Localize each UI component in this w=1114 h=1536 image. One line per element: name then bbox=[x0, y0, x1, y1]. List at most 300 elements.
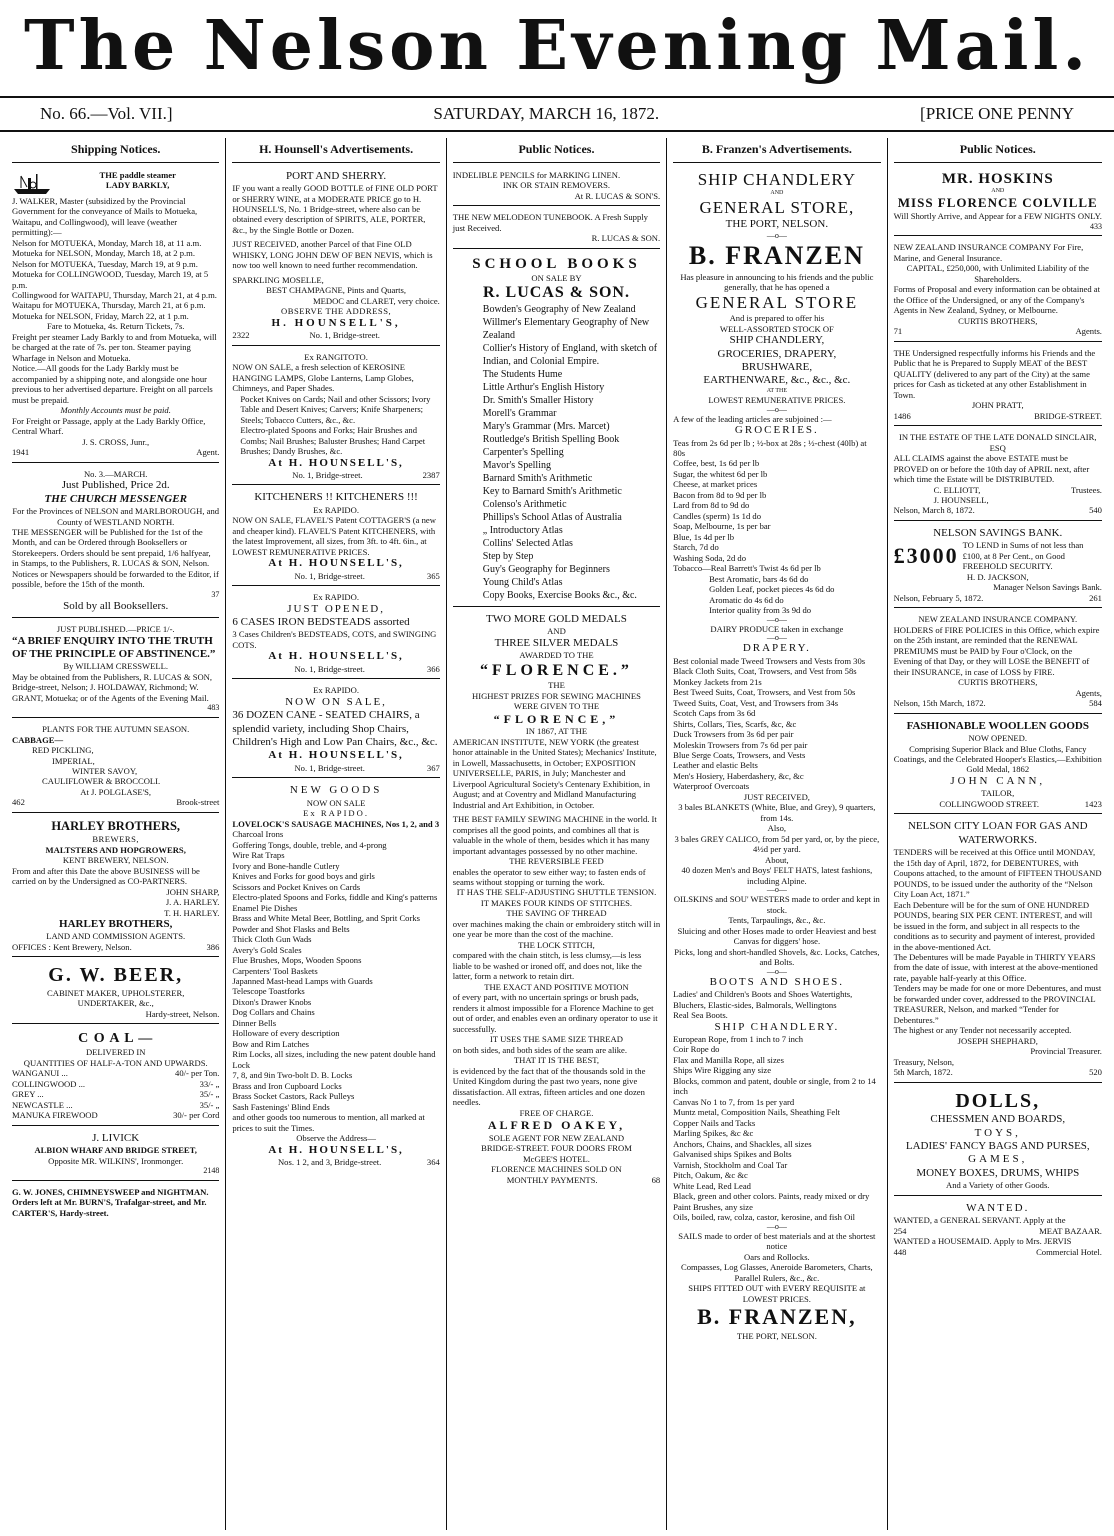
notice-published: JUST PUBLISHED.—PRICE 1/-. bbox=[56, 624, 175, 635]
notice-body: May be obtained from the Publishers, R. LUCAS & SON, Bridge-street, Nelson; J. HOLDAWAY, Richmond; W. GRANT, Motueka; or of the Agents of the Evening Mail. bbox=[12, 671, 213, 703]
florence-line: THE bbox=[548, 680, 565, 691]
notice-title: NELSON SAVINGS BANK. bbox=[933, 526, 1063, 539]
notice-footer bbox=[894, 326, 1102, 336]
notice-date: 5th March, 1872. bbox=[893, 1067, 953, 1078]
goods-item: Scissors and Pocket Knives on Cards bbox=[232, 881, 361, 892]
notice-line: LADIES' FANCY BAGS AND PURSES, bbox=[905, 1140, 1090, 1153]
notice-body: INK OR STAIN REMOVERS. bbox=[502, 180, 611, 191]
ship-line: LADY BARKLY, bbox=[105, 180, 170, 191]
school-books-notice bbox=[453, 252, 660, 607]
notice-body: THE MESSENGER will be Published for the 1st of the Month, and can be Ordered through Booksellers or Storekeepers. Orders should be sent prepaid, 1/6 halfyear, in Stamps, to the Publishers, R. LUCAS & SON, Nelson. Notices or Newspapers should be forwarded to the Editor, if possible, before the 15th of the month. bbox=[12, 527, 219, 590]
notice-title: PLANTS FOR THE AUTUMN SEASON. bbox=[42, 724, 190, 735]
book-item: Dr. Smith's Smaller History bbox=[482, 394, 594, 406]
chandlery-item: Pitch, Oakum, &c &c bbox=[673, 1170, 748, 1181]
ad-body: WELL-ASSORTED STOCK OF bbox=[719, 323, 834, 334]
florence-agent: McGEE'S HOTEL. bbox=[523, 1153, 590, 1164]
ship-line: Monthly Accounts must be paid. bbox=[60, 405, 171, 416]
chandlery-item: Anchors, Chains, and Shackles, all sizes bbox=[673, 1138, 812, 1149]
chandlery-item: Copper Nails and Tacks bbox=[673, 1117, 756, 1128]
grocery-item: Coffee, best, 1s 6d per lb bbox=[673, 458, 760, 469]
coal-row bbox=[12, 1100, 219, 1110]
partner-name: T. H. HARLEY. bbox=[164, 907, 220, 918]
notice-agent: Agents. bbox=[1075, 326, 1102, 337]
chandlery-item: Blocks, common and patent, double or single, from 2 to 14 inch bbox=[673, 1075, 876, 1097]
ad-address: At H. HOUNSELL'S, bbox=[268, 557, 404, 570]
grocery-item: Washing Soda, 2d do bbox=[673, 552, 747, 563]
partner-name: J. A. HARLEY. bbox=[165, 897, 220, 908]
newspaper-title bbox=[0, 0, 1114, 92]
ad-item: Electro-plated Spoons and Forks; Hair Brushes and Combs; Nail Brushes; Baluster Brushes; Hand Carpet Brushes; Dandy Brushes, &c. bbox=[240, 425, 426, 457]
goods-item: Carpenters' Tool Baskets bbox=[232, 965, 318, 976]
notice-line: CHESSMEN AND BOARDS, bbox=[930, 1113, 1066, 1126]
ad-title: JUST OPENED, bbox=[287, 602, 385, 615]
goods-item: Holloware of every description bbox=[232, 1028, 340, 1039]
book-item: Young Child's Atlas bbox=[482, 576, 563, 588]
insurance-notice bbox=[894, 239, 1102, 341]
goods-item: Dog Collars and Chains bbox=[232, 1007, 315, 1018]
notice-title: HARLEY BROTHERS, bbox=[59, 918, 173, 931]
notice-title: C O A L — bbox=[78, 1031, 154, 1047]
column-heading: Shipping Notices. bbox=[12, 138, 219, 163]
ad-item: Pocket Knives on Cards; Nail and other Scissors; Ivory Table and Desert Knives; Carvers; Knife Sharpeners; Steels; Tobacco Cutters, &c., &c. bbox=[240, 393, 431, 425]
notice-footer bbox=[894, 1226, 1102, 1236]
street: No. 1, Bridge-street. bbox=[294, 570, 365, 581]
notice-place: Treasury, Nelson, bbox=[893, 1056, 955, 1067]
title-word: Mail. bbox=[875, 6, 1090, 86]
ad-number: 540 bbox=[1089, 505, 1102, 516]
book-item: Step by Step bbox=[482, 550, 534, 562]
grocery-item: Aromatic do 4s 6d do bbox=[709, 594, 784, 605]
ad-number: 2148 bbox=[203, 1166, 220, 1176]
notice-body: Will Shortly Arrive, and Appear for a FEW NIGHTS ONLY. bbox=[893, 211, 1102, 222]
ad-footer bbox=[232, 330, 439, 340]
chandlery-item: White Lead, Red Lead bbox=[673, 1180, 751, 1191]
drapery-item: Moleskin Trowsers from 7s 6d per pair bbox=[673, 739, 808, 750]
ship-line: Freight per steamer Lady Barkly to and from Motueka, will be charged at the rate of 7s. per ton. Steamer paying Wharfage in Nelson and Motueka. bbox=[12, 331, 217, 363]
book-item: Phillips's School Atlas of Australia bbox=[482, 511, 622, 523]
notice-footer bbox=[894, 1247, 1102, 1257]
ad-number: 448 bbox=[893, 1246, 907, 1257]
coal-row bbox=[12, 1079, 219, 1089]
ship-line: Notice.—All goods for the Lady Barkly must be accompanied by a shipping note, and alongside one hour previous to her advertised departure. Freight on all parcels must be prepaid. bbox=[12, 363, 213, 405]
ship-line: Waitapu for MOTUEKA, Thursday, March 21, at 6 p.m. bbox=[12, 300, 206, 311]
chandlery-item: Marling Spikes, &c &c bbox=[673, 1128, 754, 1139]
church-messenger-notice bbox=[12, 466, 219, 618]
florence-agent: BRIDGE-STREET. FOUR DOORS FROM bbox=[481, 1143, 632, 1154]
notice-sub: LAND AND COMMISSION AGENTS. bbox=[46, 931, 186, 942]
column-3 bbox=[447, 138, 667, 1530]
goods-item: Thick Cloth Gun Wads bbox=[232, 934, 312, 945]
notice-title: SCHOOL BOOKS bbox=[472, 255, 641, 272]
notice-line: TOYS, bbox=[974, 1126, 1021, 1139]
florence-heading: IT HAS THE SELF-ADJUSTING SHUTTLE TENSION. bbox=[456, 887, 657, 898]
ad-tents: Tents, Tarpaulings, &c., &c. bbox=[728, 915, 826, 926]
notice-title: NELSON CITY LOAN FOR GAS AND WATERWORKS. bbox=[907, 820, 1088, 846]
coal-price: 35/- „ bbox=[199, 1089, 220, 1100]
grocery-item: Starch, 7d do bbox=[673, 542, 719, 553]
divider-ornament: —o— bbox=[766, 885, 787, 895]
ad-about: About, bbox=[765, 854, 789, 865]
notice-name: JOHN CANN, bbox=[950, 774, 1046, 787]
ship-line: For Freight or Passage, apply at the Lady Barkly Office, Central Wharf. bbox=[12, 415, 206, 437]
notice-body: INDELIBLE PENCILS for MARKING LINEN. bbox=[452, 169, 621, 180]
coal-notice bbox=[12, 1027, 219, 1125]
book-item: Colenso's Arithmetic bbox=[482, 498, 567, 510]
steamer-icon bbox=[12, 170, 52, 196]
goods-item: Brass and Iron Cupboard Locks bbox=[232, 1080, 342, 1091]
ad-number: 584 bbox=[1089, 698, 1102, 709]
ad-number: 37 bbox=[211, 589, 220, 599]
goods-item: Dinner Bells bbox=[232, 1017, 277, 1028]
port-sherry-ad bbox=[232, 167, 439, 346]
goods-item: Wire Rat Traps bbox=[232, 850, 285, 861]
notice-name: H. D. JACKSON, bbox=[966, 571, 1029, 582]
ad-footer bbox=[232, 470, 439, 480]
drapery-item: Black Cloth Suits, Coat, Trowsers, and Vest from 58s bbox=[673, 666, 857, 677]
street: Nos. 1 2, and 3, Bridge-street. bbox=[277, 1157, 382, 1168]
grocery-item: Teas from 2s 6d per lb ; ½-box at 28s ; ½-chest (40lb) at 80s bbox=[673, 437, 867, 458]
ad-body: NOW ON SALE, FLAVEL'S Patent COTTAGER'S (a new and cheaper kind). FLAVEL'S Patent KITCHENERS, with the latest Improvement, all sizes, from 3ft. to 4ft. 6in., at LOWEST REMUNERATIVE PRICES. bbox=[232, 515, 436, 557]
grocery-item: Blue, 1s 4d per lb bbox=[673, 531, 735, 542]
ship-line: Motueka for NELSON, Friday, March 22, at 1 p.m. bbox=[12, 310, 189, 321]
notice-capital: CAPITAL, £250,000, with Unlimited Liability of the Shareholders. bbox=[906, 263, 1089, 284]
notice-seller: R. LUCAS & SON. bbox=[482, 284, 630, 302]
ad-observe: Observe the Address— bbox=[296, 1133, 376, 1144]
ad-oars: Oars and Rollocks. bbox=[744, 1251, 810, 1262]
coal-price: 33/- „ bbox=[199, 1078, 220, 1089]
book-item: The Students Hume bbox=[482, 368, 563, 380]
notice-body: Tenders may be made for one or more Debentures, and must be forwarded under cover, addressed to the PROVINCIAL TREASURER, Nelson, and marked “Tender for Debentures.” bbox=[893, 983, 1102, 1025]
ad-observe: OBSERVE THE ADDRESS, bbox=[281, 306, 392, 317]
issue-number: No. 66.—Vol. VII.] bbox=[40, 104, 173, 123]
florence-heading: THE SAVING OF THREAD bbox=[506, 908, 607, 919]
ad-lead: A few of the leading articles are subjoined :— bbox=[673, 413, 832, 424]
column-2 bbox=[226, 138, 446, 1530]
ad-body: And is prepared to offer his bbox=[729, 313, 825, 324]
chandlery-item: Ships Wire Rigging any size bbox=[673, 1065, 772, 1076]
notice-title: NEW ZEALAND INSURANCE COMPANY. bbox=[918, 614, 1078, 625]
trustee-name: J. HOUNSELL, bbox=[933, 494, 989, 505]
ad-number: 68 bbox=[651, 1174, 661, 1185]
ad-sails: SAILS made to order of best materials and at the shortest notice bbox=[678, 1230, 876, 1252]
ad-footer bbox=[232, 571, 439, 581]
notice-title: “A BRIEF ENQUIRY INTO THE TRUTH OF THE PRINCIPLE OF ABSTINENCE.” bbox=[12, 634, 216, 660]
notice-published: Just Published, Price 2d. bbox=[61, 479, 170, 492]
florence-heading: THE EXACT AND POSITIVE MOTION bbox=[484, 981, 629, 992]
florence-heading: THE REVERSIBLE FEED bbox=[509, 856, 604, 867]
ship-line: Motueka for COLLINGWOOD, Tuesday, March 19, at 5 p.m. bbox=[12, 269, 209, 290]
ad-dairy: DAIRY PRODUCE taken in exchange bbox=[710, 623, 844, 634]
notice-body: From and after this Date the above BUSINESS will be carried on by the Undersigned as CO-PARTNERS. bbox=[12, 865, 200, 887]
dolls-notice bbox=[894, 1086, 1102, 1196]
notice-body: WANTED a HOUSEMAID. Apply to Mrs. JERVIS bbox=[893, 1236, 1072, 1247]
notice-sub: QUANTITIES OF HALF-A-TON AND UPWARDS. bbox=[23, 1057, 208, 1068]
savings-bank-notice bbox=[894, 524, 1102, 608]
florence-body: on both sides, and both sides of the seam are alike. bbox=[452, 1044, 628, 1055]
chairs-ad bbox=[232, 682, 439, 778]
florence-footer bbox=[453, 1175, 660, 1185]
book-item: Mavor's Spelling bbox=[482, 459, 551, 471]
section-title: SHIP CHANDLERY. bbox=[714, 1020, 840, 1033]
ad-footer bbox=[232, 1157, 439, 1167]
plants-footer bbox=[12, 797, 219, 807]
book-item: Carpenter's Spelling bbox=[482, 446, 564, 458]
ad-sea-boots: Real Sea Boots. bbox=[673, 1010, 728, 1021]
ad-signoff: Agent. bbox=[196, 447, 220, 458]
grocery-item: Sugar, the whitest 6d per lb bbox=[673, 468, 768, 479]
jones-notice bbox=[12, 1184, 219, 1222]
notice-sub: BREWERS, bbox=[92, 834, 140, 845]
ad-number: 386 bbox=[206, 941, 220, 952]
notice-body: TENDERS will be received at this Office until MONDAY, the 15th day of April, 1872, for DEBENTURES, with Coupons attached, to the amount of FIFTEEN THOUSAND POUNDS, to be issued under the authority of the “Nelson City Loan Act, 1871.” bbox=[893, 847, 1102, 900]
ad-number: 1941 bbox=[12, 447, 30, 458]
ad-body: SHIP CHANDLERY, bbox=[729, 334, 825, 347]
notice-body: The Debentures will be made Payable in THIRTY YEARS from the date of issue, with interest at the above-mentioned rate, payable half-yearly at this Office. bbox=[893, 952, 1098, 983]
notice-footer bbox=[894, 593, 1102, 603]
ad-body: Has pleasure in announcing to his friends and the public generally, that he has opened a bbox=[680, 271, 874, 293]
notice-body: ALL CLAIMS against the above ESTATE must be PROVED on or before the 10th day of APRIL next, after which time the Estate will be DISTRIBUTED. bbox=[893, 453, 1090, 485]
notice-role: Manager Nelson Savings Bank. bbox=[993, 582, 1102, 593]
grocery-item: Bacon from 8d to 9d per lb bbox=[673, 489, 767, 500]
street: No. 1, Bridge-street. bbox=[292, 469, 363, 480]
drapery-item: Shirts, Collars, Ties, Scarfs, &c, &c bbox=[673, 718, 797, 729]
florence-body: THE BEST FAMILY SEWING MACHINE in the world. It comprises all the good points, and combines all that is valuable in the whole of them, besides which it has many important advantages possessed by no other machine. bbox=[452, 814, 657, 856]
florence-heading: IT MAKES FOUR KINDS OF STITCHES. bbox=[480, 897, 633, 908]
grocery-item: Golden Leaf, pocket pieces 4s 6d do bbox=[709, 584, 835, 595]
ad-title: SHIP CHANDLERY bbox=[697, 169, 857, 189]
ad-number: 520 bbox=[1089, 1067, 1102, 1078]
notice-where: MEAT BAZAAR. bbox=[1039, 1225, 1102, 1236]
rangitoto-ad bbox=[232, 349, 439, 486]
ad-name: B. FRANZEN bbox=[688, 240, 865, 270]
ship-line: Nelson for MOTUEKA, Monday, March 18, at 11 a.m. bbox=[12, 237, 202, 248]
woollen-goods-notice bbox=[894, 717, 1102, 815]
plant-line: CAULIFLOWER & BROCCOLI. bbox=[42, 776, 161, 787]
ad-title: NOW ON SALE, bbox=[285, 695, 387, 708]
grocery-item: Candles (sperm) 1s 1d do bbox=[673, 510, 762, 521]
divider-ornament: —o— bbox=[766, 614, 787, 624]
notice-title: MISS FLORENCE COLVILLE bbox=[897, 195, 1098, 211]
ad-fitted: SHIPS FITTED OUT with EVERY REQUISITE at LOWEST PRICES. bbox=[688, 1283, 866, 1304]
ad-number: 462 bbox=[12, 797, 25, 808]
ad-address: At H. HOUNSELL'S, bbox=[268, 456, 404, 469]
ad-ex: Ex RAPIDO. bbox=[303, 808, 369, 819]
coal-price: 30/- per Cord bbox=[173, 1110, 220, 1121]
drapery-item: Leather and elastic Belts bbox=[673, 760, 758, 771]
plant-line: WINTER SAVOY, bbox=[72, 765, 138, 776]
ad-body: AT THE bbox=[766, 387, 787, 394]
ad-picks: Picks, long and short-handled Shovels, &c. Locks, Catches, and Bolts. bbox=[674, 946, 880, 968]
ad-body: 6 CASES IRON BEDSTEADS assorted bbox=[232, 616, 410, 629]
notice-sub: NOW OPENED. bbox=[968, 733, 1028, 744]
street: No. 1, Bridge-street. bbox=[309, 330, 380, 341]
notice-sub: MALTSTERS AND HOPGROWERS, bbox=[45, 844, 186, 855]
ship-line: J. S. CROSS, Junr., bbox=[82, 436, 150, 447]
ad-and: AND bbox=[770, 190, 784, 197]
ship-line: J. WALKER, Master (subsidized by the Provincial Government for the conveyance of Mails to Motueka, Waitapu, and Collingwood), will leave (weather permitting):— bbox=[12, 195, 198, 238]
divider-ornament: —o— bbox=[766, 230, 787, 240]
goods-item: and other goods too numerous to mention, all marked at prices to suit the Times. bbox=[232, 1112, 425, 1133]
notice-title: MR. HOSKINS bbox=[941, 170, 1054, 187]
ship-footer bbox=[12, 447, 219, 457]
offices: OFFICES : Kent Brewery, Nelson. bbox=[12, 941, 132, 952]
drapery-item: Men's Hosiery, Haberdashery, &c, &c bbox=[673, 770, 804, 781]
florence-notice bbox=[453, 610, 660, 1189]
divider-ornament: —o— bbox=[766, 633, 787, 643]
florence-line: HIGHEST PRIZES FOR SEWING MACHINES bbox=[472, 690, 641, 701]
florence-body: is evidenced by the fact that of the thousands sold in the United Kingdom during the past two years, none give dissatisfaction. All extras, fifteen articles and one dozen needles. bbox=[452, 1065, 646, 1108]
drapery-item: Duck Trowsers from 3s 6d per pair bbox=[673, 729, 794, 740]
notice-footer bbox=[894, 411, 1102, 421]
ad-calico: 3 bales GREY CALICO, from 5d per yard, or, by the piece, 4½d per yard. bbox=[674, 833, 880, 855]
trustee-name: C. ELLIOTT, bbox=[933, 484, 981, 495]
ad-line: MEDOC and CLARET, very choice. bbox=[312, 295, 440, 306]
column-heading: Public Notices. bbox=[453, 138, 660, 163]
ad-body: JUST RECEIVED, another Parcel of that Fine OLD WHISKY, LONG JOHN DEW OF BEN NEVIS, which is now too well known to need further recommendation. bbox=[232, 239, 433, 271]
florence-line: WERE GIVEN TO THE bbox=[513, 701, 600, 712]
ship-line: Nelson for MOTUEKA, Tuesday, March 19, at 9 p.m. bbox=[12, 258, 198, 269]
goods-item: Brass Socket Castors, Rack Pulleys bbox=[232, 1091, 355, 1102]
trustees-block bbox=[894, 485, 1102, 506]
florence-line: THREE SILVER MEDALS bbox=[494, 636, 619, 649]
ad-line: BEST CHAMPAGNE, Pints and Quarts, bbox=[266, 285, 407, 296]
notice-title: HARLEY BROTHERS, bbox=[51, 818, 181, 833]
notice-date: Nelson, February 5, 1872. bbox=[893, 592, 984, 603]
divider-ornament: —o— bbox=[766, 1221, 787, 1231]
ad-compasses: Compasses, Log Glasses, Aneroide Barometers, Charts, Parallel Rulers, &c., &c. bbox=[681, 1262, 873, 1283]
ad-number: 261 bbox=[1089, 592, 1102, 603]
notice-title: DOLLS, bbox=[955, 1089, 1041, 1112]
column-heading: H. Hounsell's Advertisements. bbox=[232, 138, 439, 163]
franzen-ad bbox=[673, 167, 880, 1346]
notice-address: At R. LUCAS & SON'S. bbox=[574, 190, 661, 201]
chandlery-item: European Rope, from 1 inch to 7 inch bbox=[673, 1033, 804, 1044]
ad-name: B. FRANZEN, bbox=[697, 1304, 857, 1330]
notice-body: Each Debenture will be for the sum of ONE HUNDRED POUNDS, bearing SIX PER CENT. INTEREST, and will be issued in the form, and subject in all respects to the conditions as to security and payment of interest, provided in the above-mentioned Act. bbox=[893, 899, 1095, 952]
florence-line: TWO MORE GOLD MEDALS bbox=[486, 612, 627, 625]
ad-body: LOWEST REMUNERATIVE PRICES. bbox=[708, 395, 846, 406]
notice-body: HOLDERS of FIRE POLICIES in this Office, which expire on the 25th instant, are reminded that the RENEWAL PREMIUMS must be PAID by Four o'Clock, on the Evening of that Day, or they will LOSE the BENEFIT of their INSURANCE, in case of LOSS by FIRE. bbox=[893, 624, 1100, 677]
ad-ex: Ex RAPIDO. bbox=[313, 592, 359, 603]
goods-item: Flue Brushes, Mops, Wooden Spoons bbox=[232, 955, 362, 966]
section-title: GROCERIES. bbox=[734, 424, 819, 437]
ad-hats: 40 dozen Men's and Boys' FELT HATS, latest fashions, including Alpine. bbox=[681, 865, 873, 886]
issue-date: SATURDAY, MARCH 16, 1872. bbox=[433, 104, 660, 123]
chandlery-item: Flax and Manilla Rope, all sizes bbox=[673, 1054, 784, 1065]
ad-title: PORT AND SHERRY. bbox=[286, 169, 387, 182]
notice-and: AND bbox=[991, 187, 1005, 194]
notice-name: JOHN PRATT, bbox=[971, 400, 1024, 411]
ship-line: Fare to Motueka, 4s. Return Tickets, 7s. bbox=[46, 321, 185, 332]
florence-heading: IT USES THE SAME SIZE THREAD bbox=[489, 1034, 623, 1045]
notice-body: G. W. JONES, CHIMNEYSWEEP and NIGHTMAN. Orders left at Mr. BURN'S, Trafalgar-street, and Mr. CARTER'S, Hardy-street. bbox=[12, 1186, 209, 1218]
notice-body: Comprising Superior Black and Blue Cloths, Fancy Coatings, and the Celebrated Hooper's Elastics,—Exhibition Gold Medal, 1862 bbox=[893, 743, 1102, 775]
ad-title: KITCHENERS !! KITCHENERS !!! bbox=[254, 491, 418, 504]
ad-body: 3 Cases Children's BEDSTEADS, COTS, and SWINGING COTS. bbox=[232, 629, 437, 650]
ad-blankets: 3 bales BLANKETS (White, Blue, and Grey), 9 quarters, from 14s. bbox=[678, 802, 876, 823]
book-item: Morell's Grammar bbox=[482, 407, 557, 419]
notice-sub: ON SALE BY bbox=[531, 272, 582, 283]
ad-port: THE PORT, NELSON. bbox=[736, 1330, 817, 1341]
notice-sub: DELIVERED IN bbox=[85, 1047, 146, 1058]
chandlery-item: Muntz metal, Composition Nails, Sheathing Felt bbox=[673, 1107, 841, 1118]
kitcheners-ad bbox=[232, 488, 439, 586]
goods-item: Brass and White Metal Beer, Bottling, and Sprit Corks bbox=[232, 913, 420, 924]
florence-agent: SOLE AGENT FOR NEW ZEALAND bbox=[488, 1132, 625, 1143]
ad-number: 1423 bbox=[1084, 798, 1102, 809]
notice-author: By WILLIAM CRESSWELL. bbox=[63, 661, 169, 672]
notice-body: TO LEND in Sums of not less than £100, at 8 Per Cent., on Good FREEHOLD SECURITY. bbox=[962, 540, 1084, 572]
coal-name: NEWCASTLE ... bbox=[12, 1099, 73, 1110]
address: Hardy-street, Nelson. bbox=[145, 1008, 220, 1019]
notice-title: NEW ZEALAND INSURANCE COMPANY For Fire, Marine, and General Insurance. bbox=[893, 242, 1084, 263]
book-item: Collins' Selected Atlas bbox=[482, 537, 573, 549]
ad-also: Also, bbox=[767, 823, 787, 834]
florence-body: AMERICAN INSTITUTE, NEW YORK (the greatest honor attainable in the United States); Mechanics' Institute, in Lowell, Massachusetts, in October; EXPOSITION UNIVERSELLE, PARIS, in July; Manchester and Liverpool Agricultural Society's Centenary Exhibition, in August; and at Coventry and Midland Manufacturing Industrial and Art Exhibition, in October. bbox=[452, 736, 657, 810]
ad-footer bbox=[232, 664, 439, 674]
goods-item: Enamel Pie Dishes bbox=[232, 902, 298, 913]
divider-ornament: —o— bbox=[766, 404, 787, 414]
title-word: The bbox=[24, 6, 180, 86]
chandlery-item: Galvanised ships Spikes and Bolts bbox=[673, 1149, 792, 1160]
goods-item: Ivory and Bone-handle Cutlery bbox=[232, 860, 340, 871]
notice-sub: UNDERTAKER, &c., bbox=[77, 998, 154, 1009]
chandlery-item: Coir Rope do bbox=[673, 1044, 720, 1055]
goods-item: Sash Fastenings' Blind Ends bbox=[232, 1101, 330, 1112]
ad-title: NEW GOODS bbox=[289, 784, 383, 797]
drapery-item: Tweed Suits, Coat, Vest, and Trowsers from 34s bbox=[673, 697, 839, 708]
lady-barkly-notice bbox=[12, 167, 219, 463]
column-heading: Public Notices. bbox=[894, 138, 1102, 163]
ad-number: 2322 bbox=[232, 330, 250, 341]
grocery-item: Best Aromatic, bars 4s 6d do bbox=[709, 573, 809, 584]
column-4 bbox=[667, 138, 887, 1530]
notice-title: J. LIVICK bbox=[92, 1131, 140, 1144]
chandlery-item: Paint Brushes, any size bbox=[673, 1201, 753, 1212]
ad-boots: Ladies' and Children's Boots and Shoes Watertights, Bluchers, Elastic-sides, Balmorals, Wellingtons bbox=[673, 989, 853, 1010]
florence-free: FREE OF CHARGE. bbox=[519, 1107, 594, 1118]
notice-date: Nelson, March 8, 1872. bbox=[893, 505, 975, 516]
ad-number: 254 bbox=[893, 1225, 907, 1236]
notice-title: FASHIONABLE WOOLLEN GOODS bbox=[906, 719, 1089, 732]
address: Opposite MR. WILKINS', Ironmonger. bbox=[48, 1155, 184, 1166]
beer-notice bbox=[12, 960, 219, 1024]
notice-name: CURTIS BROTHERS, bbox=[958, 315, 1038, 326]
notice-line: MONEY BOXES, DRUMS, WHIPS bbox=[916, 1166, 1080, 1179]
book-item: Copy Books, Exercise Books &c., &c. bbox=[482, 589, 637, 601]
ad-number: 364 bbox=[426, 1157, 440, 1168]
grocery-item: Soap, Melbourne, 1s per bar bbox=[673, 521, 771, 532]
book-item: Collier's History of England, with sketch of Indian, and Colonial Empire. bbox=[482, 342, 658, 367]
notice-title: G. W. BEER, bbox=[48, 964, 184, 987]
notice-role: TAILOR, bbox=[981, 788, 1015, 799]
notice-agent: Agents, bbox=[1075, 687, 1102, 698]
florence-agent: ALFRED OAKEY, bbox=[487, 1118, 626, 1133]
ad-address: At H. HOUNSELL'S, bbox=[268, 1143, 404, 1156]
dateline bbox=[0, 96, 1114, 132]
plant-line: At J. POLGLASE'S, bbox=[80, 786, 152, 797]
ad-body: BRUSHWARE, bbox=[741, 361, 813, 374]
enquiry-notice bbox=[12, 621, 219, 718]
pencils-notice bbox=[453, 167, 660, 206]
notice-line: And a Variety of other Goods. bbox=[946, 1180, 1050, 1191]
ship-line: Motueka for NELSON, Monday, March 18, at 2 p.m. bbox=[12, 248, 195, 259]
florence-line: AND bbox=[547, 626, 566, 637]
ad-body: IF you want a really GOOD BOTTLE of FINE OLD PORT or SHERRY WINE, at a MODERATE PRICE go to H. HOUNSELL'S, No. 1 Bridge-street, where also can be obtained every description of SPIRITS, ALE, PORTER, &c., by the Single Bottle or Dozen. bbox=[232, 183, 438, 235]
street: No. 1, Bridge-street. bbox=[294, 762, 365, 773]
ad-title: GENERAL STORE, bbox=[699, 197, 855, 217]
hoskins-notice bbox=[894, 167, 1102, 237]
